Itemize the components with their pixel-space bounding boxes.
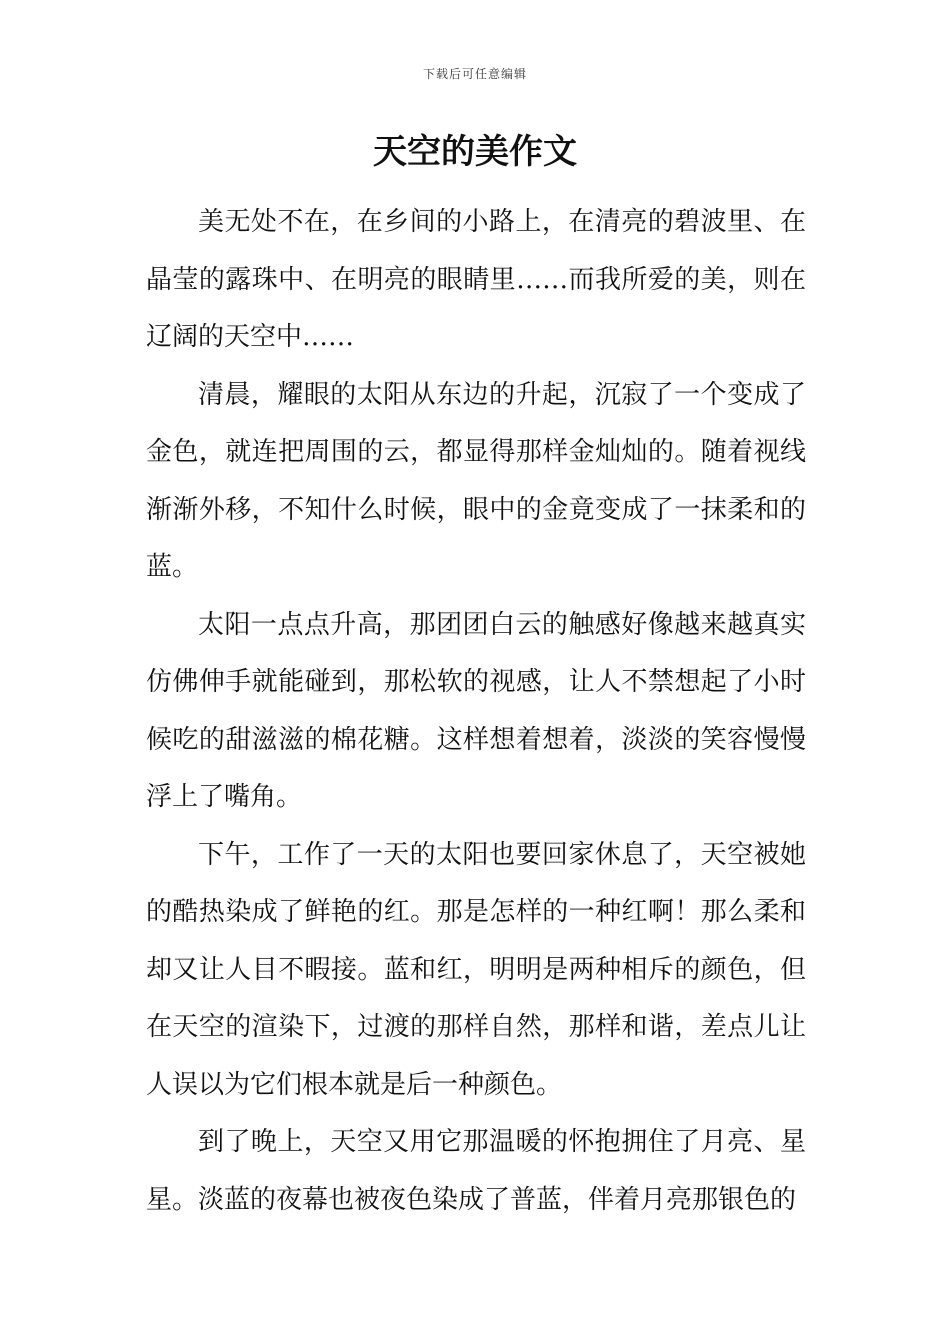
paragraph-1: 美无处不在，在乡间的小路上，在清亮的碧波里、在晶莹的露珠中、在明亮的眼睛里……而我所爱的美，则在辽阔的天空中……	[146, 207, 806, 352]
paragraph-2: 清晨，耀眼的太阳从东边的升起，沉寂了一个变成了金色，就连把周围的云，都显得那样金灿灿的。随着视线渐渐外移，不知什么时候，眼中的金竟变成了一抹柔和的蓝。	[146, 379, 806, 582]
paragraph-4: 下午，工作了一天的太阳也要回家休息了，天空被她的酷热染成了鲜艳的红。那是怎样的一种红啊！那么柔和却又让人目不暇接。蓝和红，明明是两种相斥的颜色，但在天空的渲染下，过渡的那样自然，那样和谐，差点儿让人误以为它们根本就是后一种颜色。	[146, 839, 806, 1100]
paragraph-3: 太阳一点点升高，那团团白云的触感好像越来越真实仿佛伸手就能碰到，那松软的视感，让人不禁想起了小时候吃的甜滋滋的棉花糖。这样想着想着，淡淡的笑容慢慢浮上了嘴角。	[146, 609, 806, 812]
header-note: 下载后可任意编辑	[422, 67, 527, 81]
article-body	[146, 194, 806, 1229]
page-title: 天空的美作文	[373, 132, 577, 172]
paragraph-5: 到了晚上，天空又用它那温暖的怀抱拥住了月亮、星星。淡蓝的夜幕也被夜色染成了普蓝，伴着月亮那银色的	[146, 1127, 806, 1215]
